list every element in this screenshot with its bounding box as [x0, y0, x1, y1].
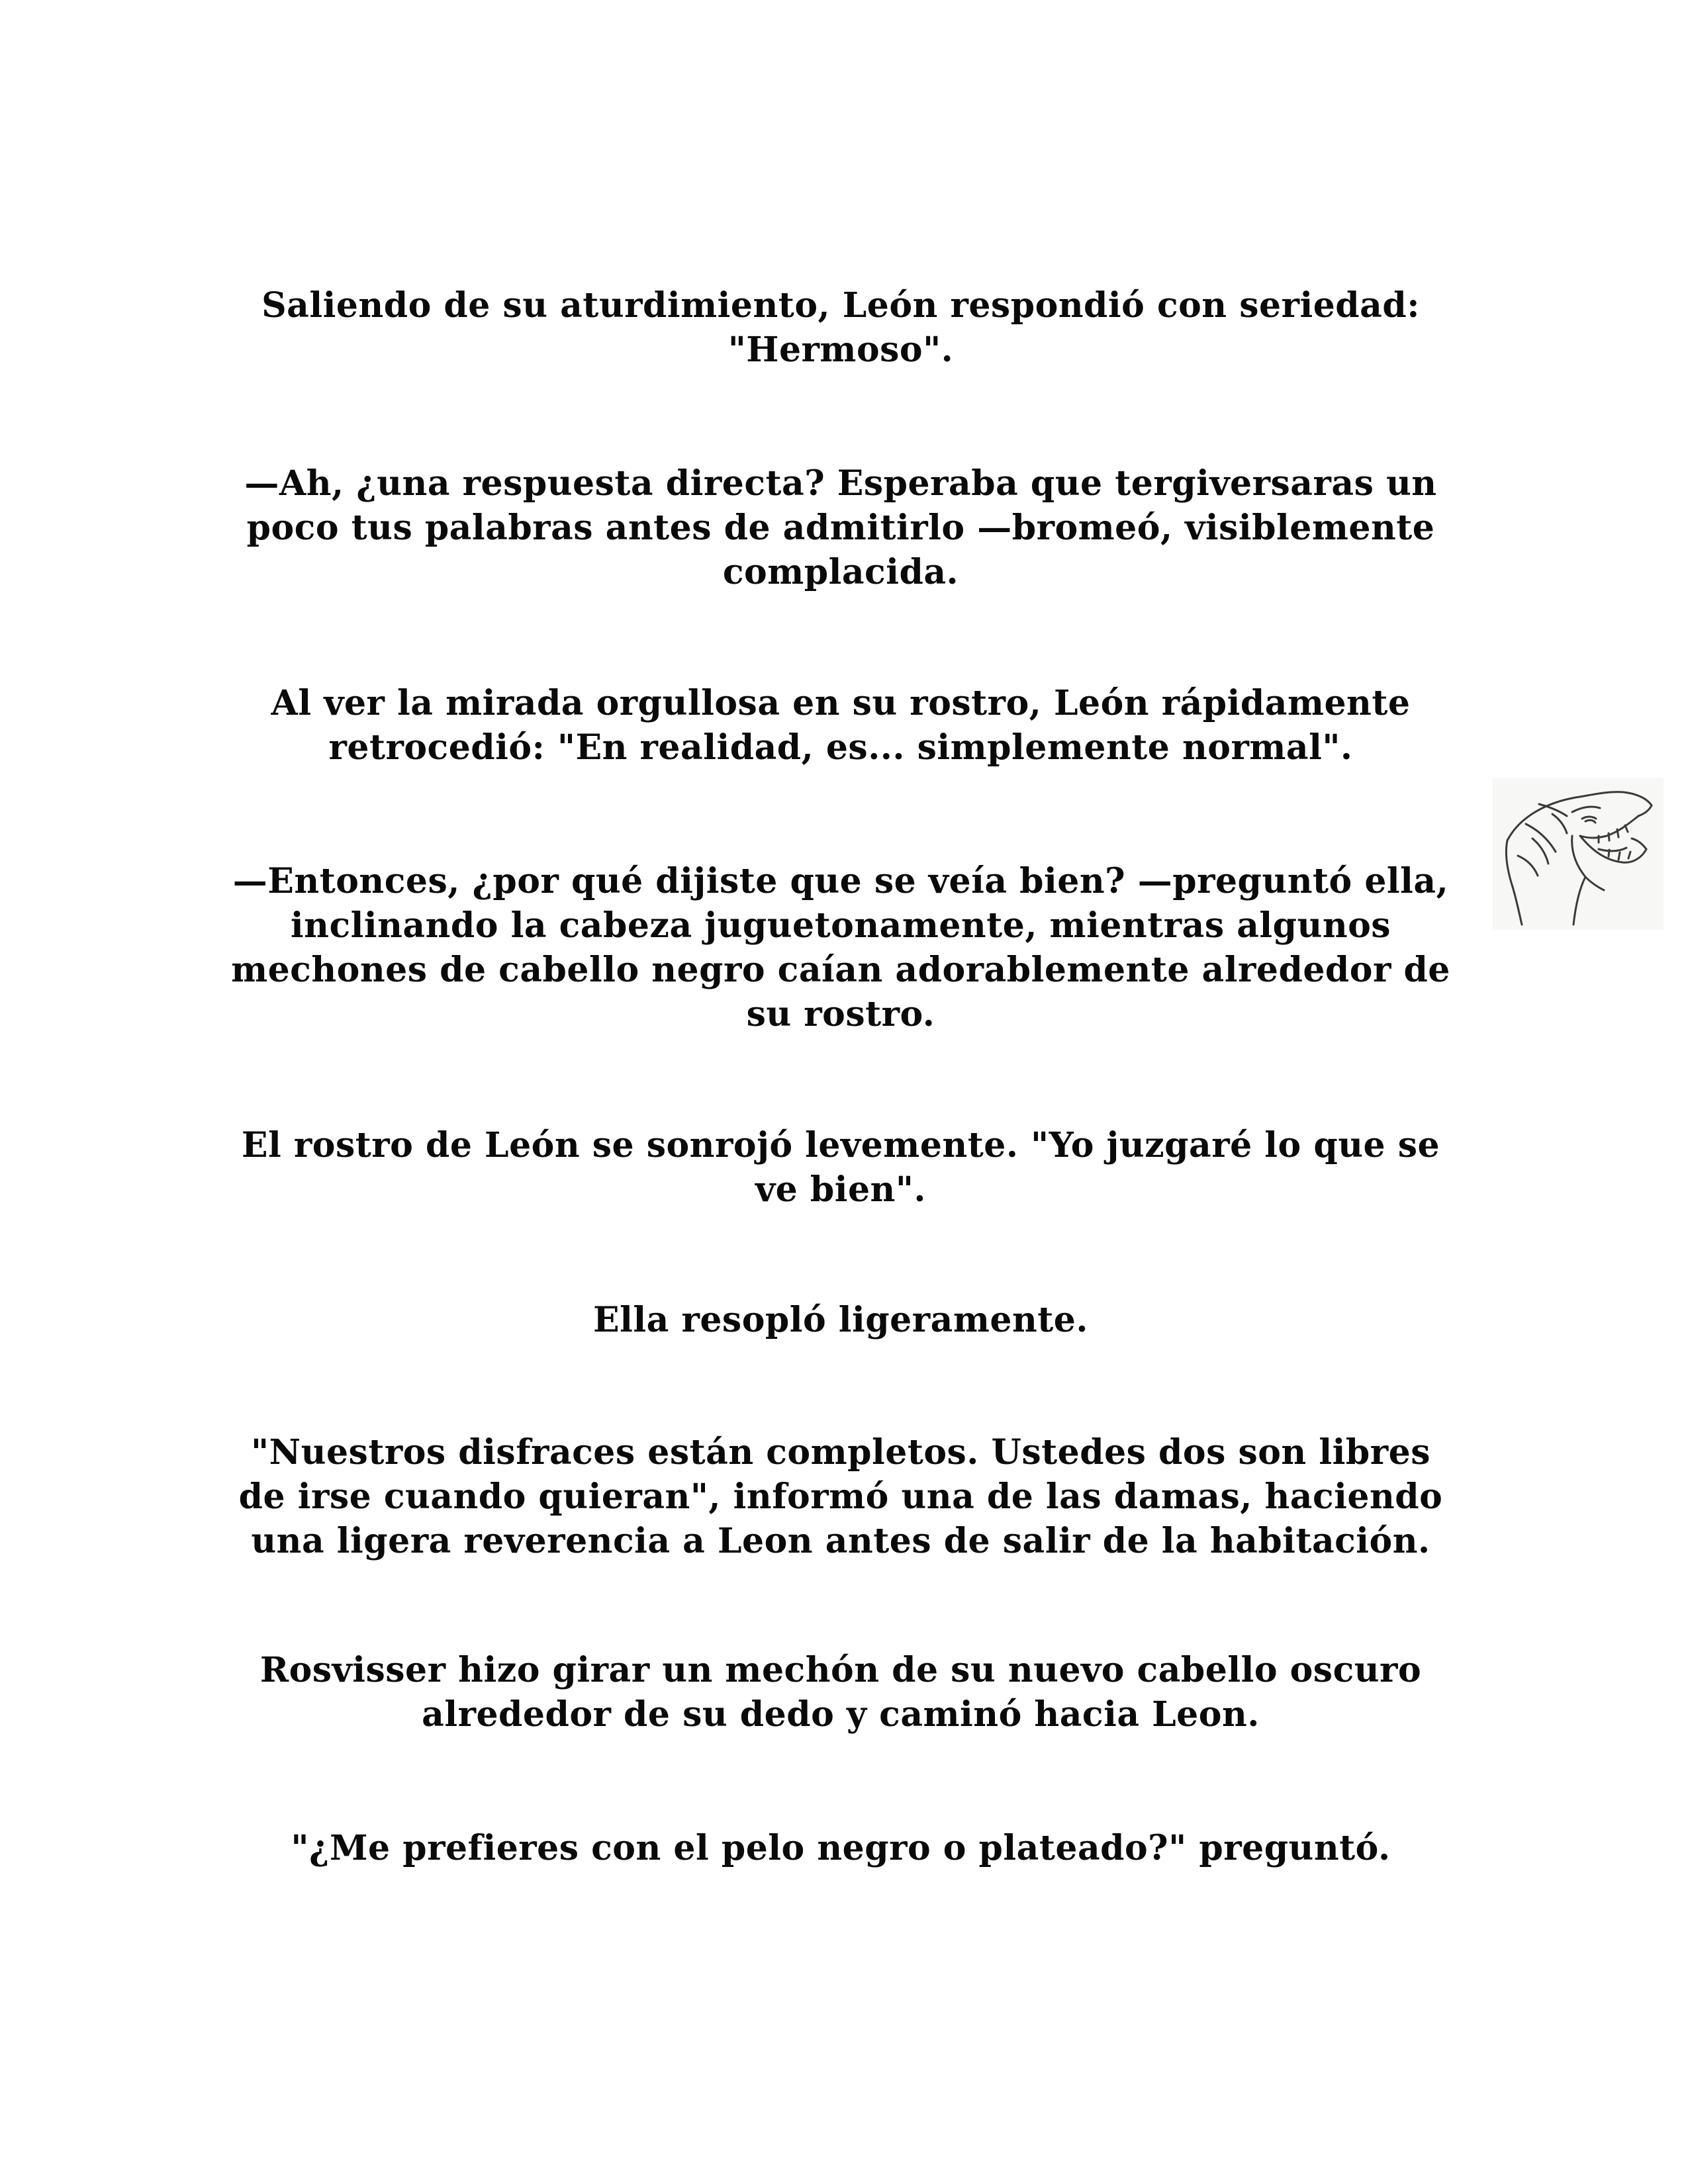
paragraph-4: —Entonces, ¿por qué dijiste que se veía bien? —preguntó ella, inclinando la cabeza juguetonamente, mientras algunos mechones de cabello negro caían adorablemente alrededor de su rostro. — [231, 861, 1450, 1034]
paragraph-5: El rostro de León se sonrojó levemente. "Yo juzgaré lo que se ve bien". — [241, 1125, 1440, 1210]
paragraph-6: Ella resopló ligeramente. — [593, 1300, 1088, 1340]
paragraph-2: —Ah, ¿una respuesta directa? Esperaba que tergiversaras un poco tus palabras antes de admitirlo —bromeó, visiblemente complacida. — [244, 463, 1437, 592]
paragraph-7: "Nuestros disfraces están completos. Ustedes dos son libres de irse cuando quieran", informó una de las damas, haciendo una ligera reverencia a Leon antes de salir de la habitación. — [238, 1432, 1443, 1561]
paragraph-8: Rosvisser hizo girar un mechón de su nuevo cabello oscuro alrededor de su dedo y caminó hacia Leon. — [259, 1650, 1422, 1735]
paragraph-1: Saliendo de su aturdimiento, León respondió con seriedad: "Hermoso". — [261, 285, 1420, 370]
paragraph-3: Al ver la mirada orgullosa en su rostro, León rápidamente retrocedió: "En realidad, es... simplemente normal". — [271, 683, 1411, 768]
paragraph-9: "¿Me prefieres con el pelo negro o plateado?" preguntó. — [291, 1828, 1391, 1868]
dinosaur-head-icon — [1493, 778, 1664, 930]
